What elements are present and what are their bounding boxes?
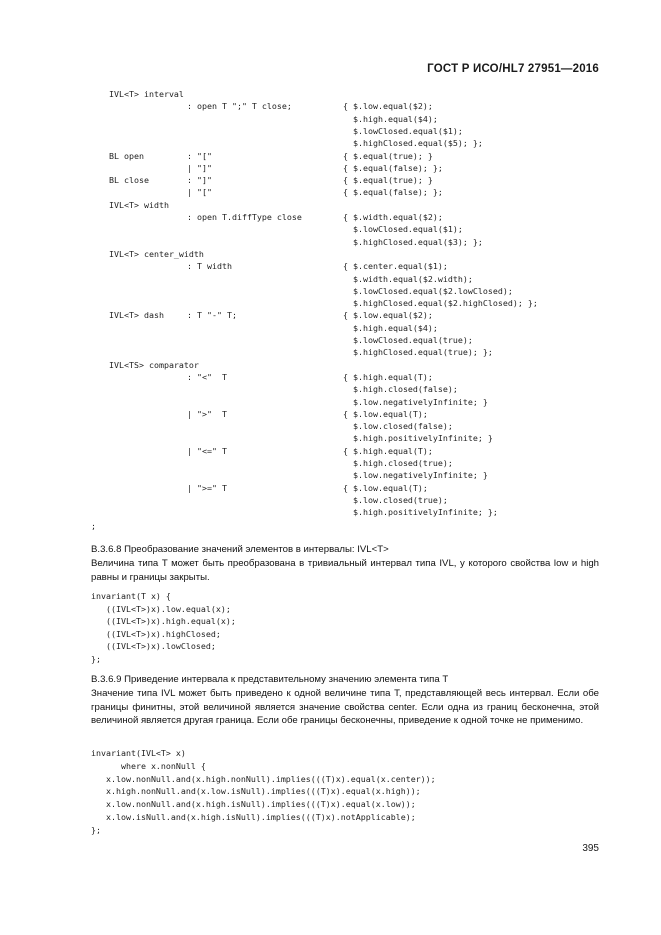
grammar-line: IVL<T> interval (109, 89, 184, 99)
code-line: x.low.isNull.and(x.high.isNull).implies(((T)x).notApplicable); (91, 812, 416, 822)
grammar-line: { $.low.equal($2); (343, 101, 433, 112)
grammar-line: IVL<T> dash (109, 310, 164, 321)
grammar-line: | "<=" T (187, 445, 227, 456)
grammar-line: : open T ";" T close; (187, 101, 292, 112)
grammar-line: $.width.equal($2.width); (343, 273, 473, 284)
grammar-line: BL open (109, 150, 144, 161)
grammar-line: { $.high.equal(T); (343, 445, 433, 456)
code-line: x.low.nonNull.and(x.high.isNull).implies(((T)x).equal(x.low)); (91, 799, 416, 810)
grammar-code-block (0, 88, 661, 531)
grammar-line: $.lowClosed.equal($1); (343, 125, 463, 136)
grammar-line: : T "-" T; (187, 310, 237, 321)
grammar-end: ; (91, 520, 96, 531)
code-line: }; (91, 824, 101, 835)
section-369-body: Значение типа IVL может быть приведено к одной величине типа T, представляющей весь интервал. Если обе границы финитны, этой величиной является значение свойства center. Если одна из границ бесконечна, этой величиной является другая граница. Если обе границы бесконечны, приведение к одной точке не применимо. (91, 688, 599, 727)
section-368-body: Величина типа T может быть преобразована в тривиальный интервал типа IVL, у которого свойства low и high равны и границы закрыты. (91, 558, 599, 583)
grammar-line: | ">" T (187, 408, 227, 419)
code-line: x.high.nonNull.and(x.low.isNull).implies(((T)x).equal(x.high)); (91, 786, 421, 797)
code-line: ((IVL<T>)x).low.equal(x); (91, 603, 231, 614)
grammar-line: { $.equal(true); } (343, 150, 433, 161)
grammar-line: IVL<T> center_width (109, 248, 204, 259)
grammar-line: : "<" T (187, 371, 227, 382)
grammar-line: $.low.closed(false); (343, 421, 453, 432)
grammar-line: $.lowClosed.equal($1); (343, 224, 463, 235)
grammar-line: | "[" (187, 187, 212, 198)
grammar-line: : "]" (187, 175, 212, 186)
page-number: 395 (582, 843, 599, 854)
grammar-line: { $.low.equal(T); (343, 408, 428, 419)
code-line: invariant(IVL<T> x) (91, 748, 186, 758)
grammar-line: $.high.equal($4); (343, 322, 438, 333)
code-line: where x.nonNull { (91, 760, 206, 771)
grammar-line: BL close (109, 175, 149, 186)
grammar-line: { $.equal(false); }; (343, 162, 443, 173)
code-line: ((IVL<T>)x).high.equal(x); (91, 616, 236, 627)
grammar-line: $.high.positivelyInfinite; } (343, 433, 493, 444)
grammar-line: IVL<T> width (109, 199, 169, 210)
code-line: ((IVL<T>)x).highClosed; (91, 628, 221, 639)
grammar-line: $.low.negativelyInfinite; } (343, 470, 488, 481)
grammar-line: $.high.equal($4); (343, 113, 438, 124)
grammar-line: $.high.closed(true); (343, 458, 453, 468)
grammar-line: $.low.closed(true); (343, 494, 448, 505)
grammar-line: { $.equal(false); }; (343, 187, 443, 198)
grammar-line: { $.low.equal(T); (343, 482, 428, 493)
grammar-line: { $.high.equal(T); (343, 371, 433, 382)
grammar-line: $.highClosed.equal(true); }; (343, 347, 493, 358)
section-368-code (91, 590, 611, 670)
code-line: invariant(T x) { (91, 591, 171, 601)
grammar-line: { $.width.equal($2); (343, 212, 443, 222)
grammar-line: $.highClosed.equal($3); }; (343, 236, 483, 247)
grammar-line: IVL<TS> comparator (109, 359, 199, 370)
section-369-heading: B.3.6.9 Приведение интервала к представительному значению элемента типа T (91, 674, 449, 685)
grammar-line: $.high.positivelyInfinite; }; (343, 507, 498, 518)
section-368-heading: B.3.6.8 Преобразование значений элементов в интервалы: IVL<T> (91, 544, 389, 555)
grammar-line: { $.equal(true); } (343, 175, 433, 186)
grammar-line: $.low.negativelyInfinite; } (343, 396, 488, 407)
standard-header: ГОСТ Р ИСО/HL7 27951—2016 (427, 63, 599, 75)
grammar-line: $.highClosed.equal($5); }; (343, 138, 483, 149)
grammar-line: | "]" (187, 162, 212, 173)
grammar-line: { $.center.equal($1); (343, 261, 448, 272)
grammar-line: : T width (187, 261, 232, 272)
grammar-line: : "[" (187, 150, 212, 161)
code-line: }; (91, 654, 101, 664)
grammar-line: $.lowClosed.equal(true); (343, 335, 473, 345)
grammar-line: $.highClosed.equal($2.highClosed); }; (343, 298, 538, 309)
grammar-line: | ">=" T (187, 482, 227, 493)
grammar-line: $.high.closed(false); (343, 384, 458, 395)
section-369-code (91, 747, 611, 837)
grammar-line: $.lowClosed.equal($2.lowClosed); (343, 285, 513, 296)
grammar-line: : open T.diffType close (187, 212, 302, 222)
code-line: x.low.nonNull.and(x.high.nonNull).implies(((T)x).equal(x.center)); (91, 773, 436, 784)
grammar-line: { $.low.equal($2); (343, 310, 433, 321)
code-line: ((IVL<T>)x).lowClosed; (91, 641, 216, 652)
